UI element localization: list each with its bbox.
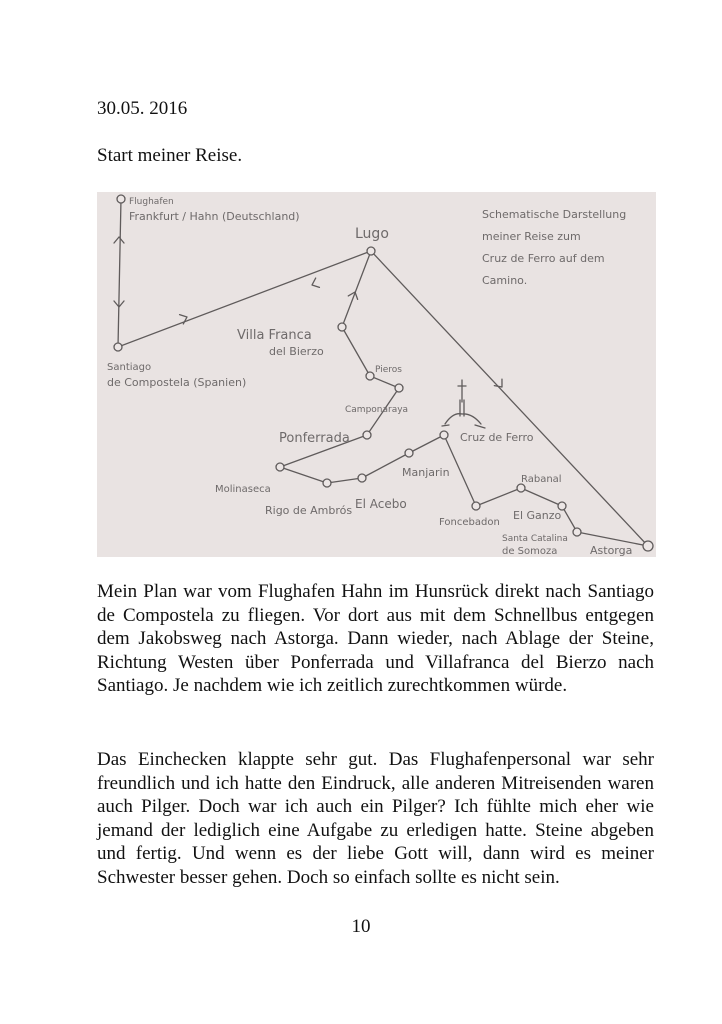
map-label-el-ganso: El Ganzo: [513, 509, 562, 522]
map-caption-line: Schematische Darstellung: [482, 208, 627, 221]
map-node-camponaraya: [395, 384, 403, 392]
map-label-villafranca: Villa Franca: [237, 328, 312, 343]
map-label-astorga: Astorga: [590, 544, 633, 557]
journey-map-sketch: [97, 192, 656, 557]
map-label-santa-catalina: Santa Catalina: [502, 534, 568, 544]
map-node-riego: [323, 479, 331, 487]
map-label-santiago: de Compostela (Spanien): [107, 376, 247, 389]
route-line-2: [371, 251, 648, 546]
map-label-camponaraya: Camponaraya: [345, 405, 409, 415]
map-node-cruz-de-ferro: [440, 431, 448, 439]
map-label-villafranca: del Bierzo: [269, 345, 324, 358]
map-label-frankfurt-hahn: Frankfurt / Hahn (Deutschland): [129, 210, 300, 223]
map-label-santiago: Santiago: [107, 362, 152, 373]
map-label-santa-catalina: de Somoza: [502, 546, 558, 557]
map-label-manjarin: Manjarin: [402, 466, 450, 479]
map-node-manjarin: [405, 449, 413, 457]
paragraph-plan: Mein Plan war vom Flughafen Hahn im Hunsrück direkt nach Santiago de Compostela zu fliegen. Vor dort aus mit dem Schnellbus entgegen dem Jakobsweg nach Astorga. Dann wieder, nach Ablage der Steine, Richtung Westen über Ponferrada und Villafranca del Bierzo nach Santiago. Je nachdem wie ich zeitlich zurechtkommen würde.: [97, 581, 654, 697]
journey-map-svg: [97, 192, 656, 557]
map-label-el-acebo: El Acebo: [355, 497, 407, 511]
page-number: 10: [351, 916, 371, 937]
map-node-rabanal: [517, 484, 525, 492]
map-node-astorga: [643, 541, 653, 551]
map-node-foncebadon: [472, 502, 480, 510]
route-line-0: [118, 199, 121, 347]
map-label-rabanal: Rabanal: [521, 474, 562, 485]
route-line-3: [280, 251, 648, 546]
map-label-riego: Rigo de Ambrós: [265, 504, 353, 517]
map-node-frankfurt-hahn: [117, 195, 125, 203]
direction-arrow-icon: [180, 312, 189, 324]
map-caption-line: Camino.: [482, 274, 528, 287]
map-node-santa-catalina: [573, 528, 581, 536]
map-node-villafranca: [338, 323, 346, 331]
map-node-santiago: [114, 343, 122, 351]
map-label-lugo: Lugo: [355, 226, 389, 242]
map-node-ponferrada: [363, 431, 371, 439]
direction-arrow-icon: [310, 278, 319, 290]
cruz-de-ferro-cross-icon: [442, 380, 485, 428]
map-label-cruz-de-ferro: Cruz de Ferro: [460, 431, 534, 444]
entry-date: 30.05. 2016: [97, 98, 188, 119]
map-node-molinaseca: [276, 463, 284, 471]
map-label-ponferrada: Ponferrada: [279, 431, 350, 446]
direction-arrow-icon: [114, 237, 124, 243]
map-node-el-acebo: [358, 474, 366, 482]
entry-subtitle: Start meiner Reise.: [97, 145, 243, 166]
map-label-pieros: Pieros: [375, 365, 402, 375]
paragraph-check-in: Das Einchecken klappte sehr gut. Das Flughafenpersonal war sehr freundlich und ich hatte den Eindruck, alle anderen Mitreisenden waren auch Pilger. Doch war ich auch ein Pilger? Ich fühlte mich eher wie jemand der lediglich eine Aufgabe zu erledigen hatte. Steine abgeben und fertig. Und wenn es der liebe Gott will, dann wird es meiner Schwester besser gehen. Doch so einfach sollte es nicht sein.: [97, 749, 654, 888]
map-label-frankfurt-hahn: Flughafen: [129, 197, 174, 207]
map-node-lugo: [367, 247, 375, 255]
map-caption-line: meiner Reise zum: [482, 230, 581, 243]
map-node-pieros: [366, 372, 374, 380]
map-caption-line: Cruz de Ferro auf dem: [482, 252, 605, 265]
map-label-foncebadon: Foncebadon: [439, 517, 500, 528]
map-label-molinaseca: Molinaseca: [215, 484, 271, 495]
